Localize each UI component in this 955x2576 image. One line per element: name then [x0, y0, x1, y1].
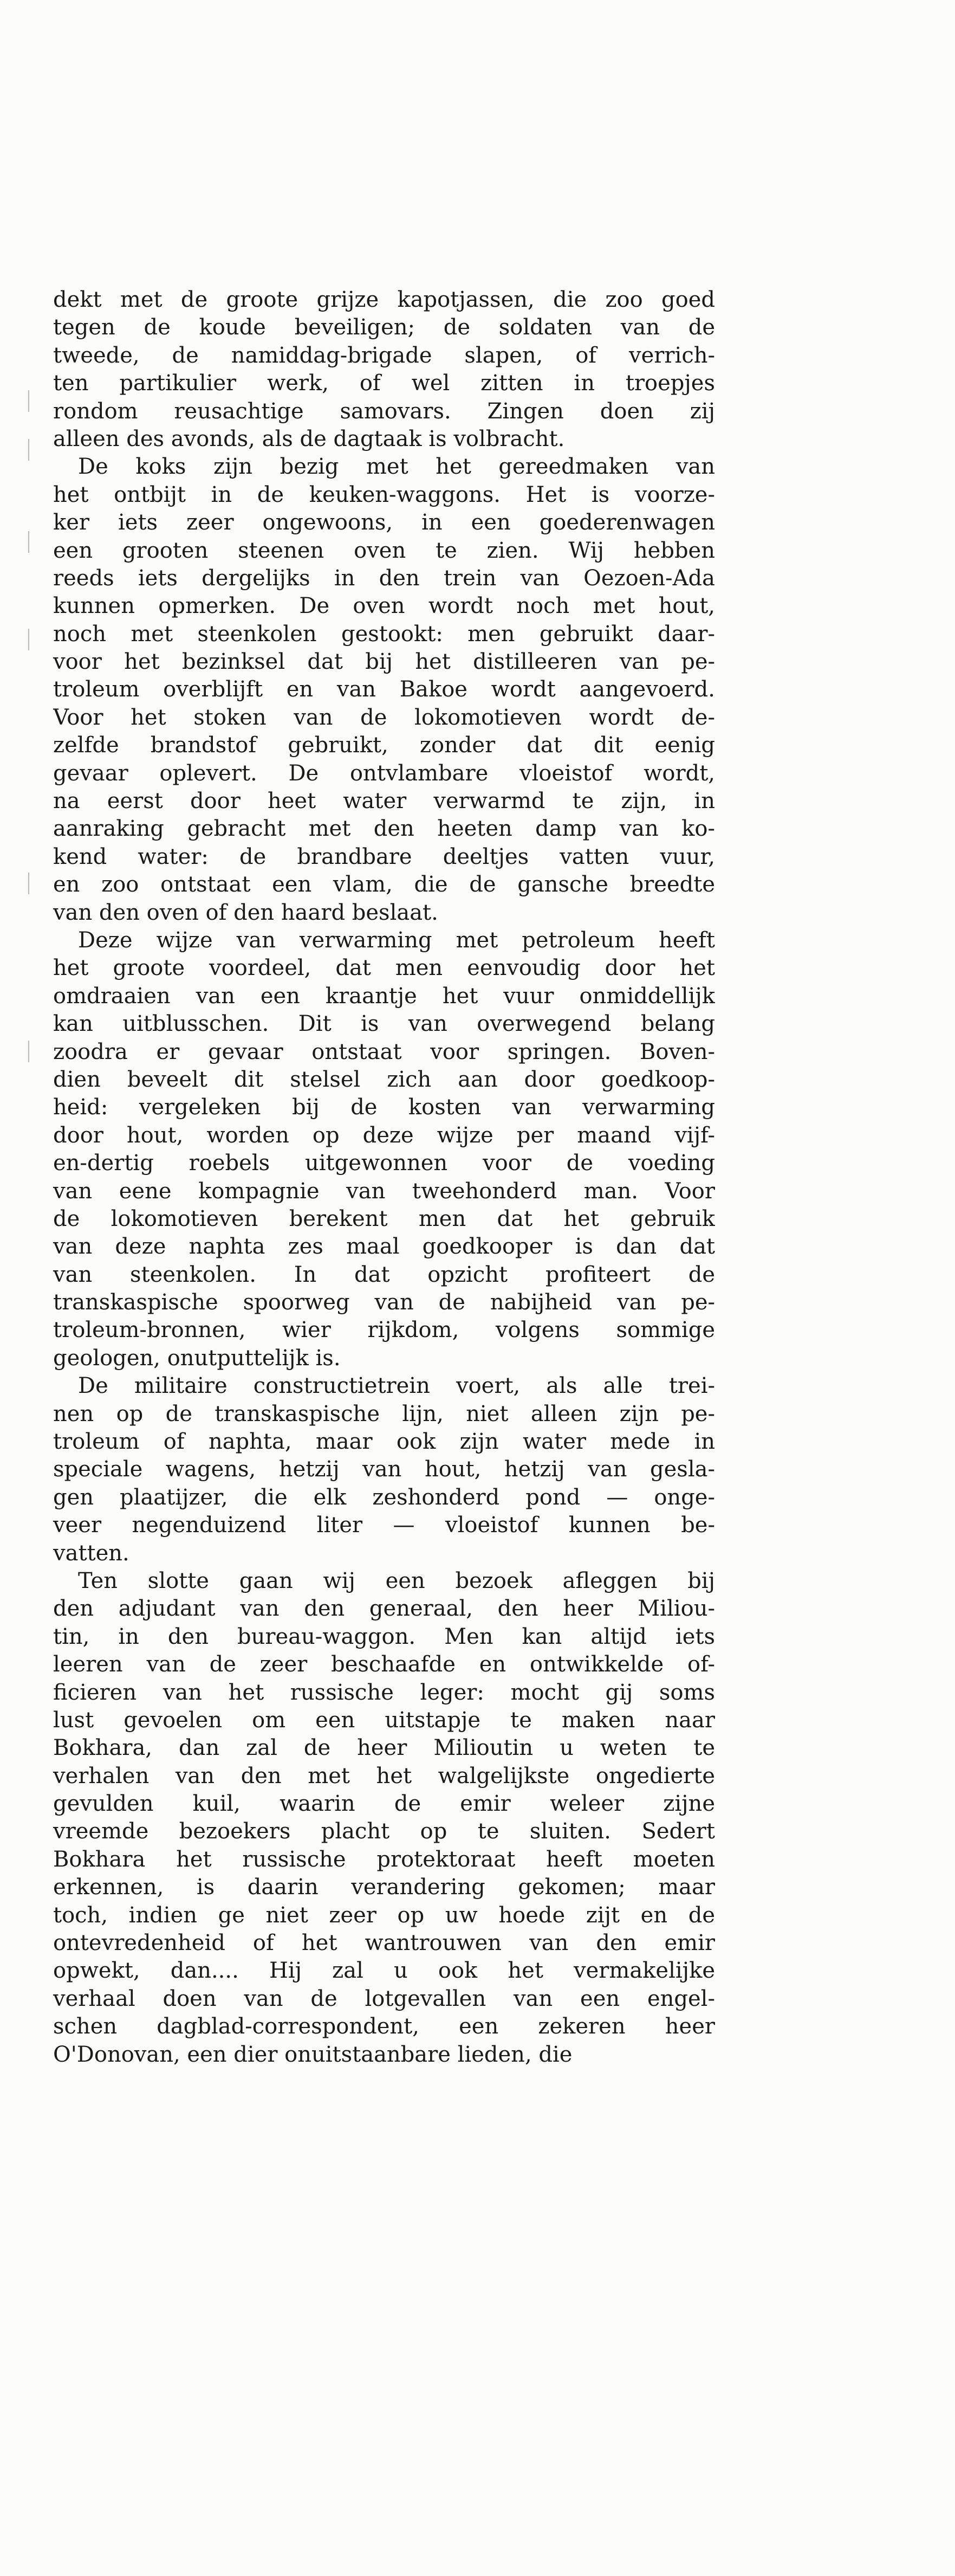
text-line: vatten. — [53, 1540, 129, 1566]
text-line: verhaal doen van de lotgevallen van een engel- — [53, 1986, 715, 2011]
text-line: gevaar oplevert. De ontvlambare vloeistof wordt, — [53, 760, 715, 786]
text-line: lust gevoelen om een uitstapje te maken naar — [53, 1707, 715, 1733]
margin-mark — [28, 531, 29, 553]
text-line: kend water: de brandbare deeltjes vatten vuur, — [53, 844, 715, 869]
text-line: troleum of naphta, maar ook zijn water mede in — [53, 1429, 715, 1455]
text-line: aanraking gebracht met den heeten damp van ko- — [53, 816, 715, 842]
text-line: leeren van de zeer beschaafde en ontwikkelde of- — [53, 1652, 715, 1677]
margin-mark — [28, 390, 29, 412]
text-line: het groote voordeel, dat men eenvoudig door het — [53, 955, 715, 981]
text-line: kunnen opmerken. De oven wordt noch met hout, — [53, 593, 715, 619]
margin-mark — [28, 439, 29, 461]
body-text — [53, 286, 715, 2069]
text-line: alleen des avonds, als de dagtaak is volbracht. — [53, 426, 565, 451]
text-line: O'Donovan, een dier onuitstaanbare lieden, die — [53, 2042, 573, 2067]
text-line: toch, indien ge niet zeer op uw hoede zijt en de — [53, 1902, 715, 1928]
text-line: nen op de transkaspische lijn, niet alleen zijn pe- — [53, 1401, 715, 1426]
text-line: zoodra er gevaar ontstaat voor springen. Boven- — [53, 1039, 715, 1064]
text-line: het ontbijt in de keuken-waggons. Het is voorze- — [53, 482, 715, 507]
text-line: reeds iets dergelijks in den trein van Oezoen-Ada — [53, 565, 715, 591]
margin-mark — [28, 1041, 29, 1062]
text-line: gen plaatijzer, die elk zeshonderd pond — onge- — [53, 1484, 715, 1510]
text-line: Deze wijze van verwarming met petroleum heeft — [78, 927, 715, 953]
text-line: na eerst door heet water verwarmd te zijn, in — [53, 789, 715, 814]
text-line: tegen de koude beveiligen; de soldaten van de — [53, 315, 715, 340]
text-line: zelfde brandstof gebruikt, zonder dat dit eenig — [53, 733, 715, 758]
text-line: door hout, worden op deze wijze per maand vijf- — [53, 1122, 715, 1148]
text-line: van deze naphta zes maal goedkooper is dan dat — [53, 1234, 715, 1260]
text-line: ten partikulier werk, of wel zitten in troepjes — [53, 371, 715, 396]
text-line: dien beveelt dit stelsel zich aan door goedkoop- — [53, 1067, 715, 1092]
text-line: Ten slotte gaan wij een bezoek afleggen bij — [78, 1568, 715, 1593]
text-line: Bokhara, dan zal de heer Milioutin u weten te — [53, 1735, 715, 1761]
text-line: vreemde bezoekers placht op te sluiten. Sedert — [53, 1819, 715, 1844]
text-line: van steenkolen. In dat opzicht profiteert de — [53, 1262, 715, 1287]
text-line: gevulden kuil, waarin de emir weleer zijne — [53, 1791, 715, 1817]
margin-mark — [28, 629, 29, 650]
text-line: den adjudant van den generaal, den heer Miliou- — [53, 1596, 715, 1622]
text-line: dekt met de groote grijze kapotjassen, die zoo goed — [53, 287, 715, 312]
text-line: de lokomotieven berekent men dat het gebruik — [53, 1206, 715, 1231]
text-line: schen dagblad-correspondent, een zekeren heer — [53, 2014, 715, 2039]
text-line: omdraaien van een kraantje het vuur onmiddellijk — [53, 983, 715, 1009]
text-line: ontevredenheid of het wantrouwen van den emir — [53, 1931, 715, 1956]
text-line: De militaire constructietrein voert, als alle trei- — [78, 1373, 715, 1399]
text-line: kan uitblusschen. Dit is van overwegend belang — [53, 1011, 715, 1037]
margin-marks — [28, 304, 31, 1225]
text-line: van den oven of den haard beslaat. — [53, 900, 438, 925]
text-line: speciale wagens, hetzij van hout, hetzij van gesla- — [53, 1457, 715, 1482]
text-line: veer negenduizend liter — vloeistof kunnen be- — [53, 1513, 715, 1538]
text-line: tin, in den bureau-waggon. Men kan altijd iets — [53, 1624, 715, 1649]
text-line: noch met steenkolen gestookt: men gebruikt daar- — [53, 621, 715, 647]
text-line: en-dertig roebels uitgewonnen voor de voeding — [53, 1151, 715, 1176]
text-line: een grooten steenen oven te zien. Wij hebben — [53, 538, 715, 563]
text-line: heid: vergeleken bij de kosten van verwarming — [53, 1095, 715, 1120]
text-line: transkaspische spoorweg van de nabijheid van pe- — [53, 1290, 715, 1315]
text-line: Bokhara het russische protektoraat heeft moeten — [53, 1847, 715, 1872]
text-line: voor het bezinksel dat bij het distilleeren van pe- — [53, 649, 715, 675]
text-line: troleum overblijft en van Bakoe wordt aangevoerd. — [53, 677, 715, 702]
text-line: rondom reusachtige samovars. Zingen doen zij — [53, 398, 715, 424]
text-line: troleum-bronnen, wier rijkdom, volgens sommige — [53, 1318, 715, 1343]
text-line: Voor het stoken van de lokomotieven wordt de- — [53, 705, 715, 730]
text-line: tweede, de namiddag-brigade slapen, of verrich- — [53, 343, 715, 368]
text-line: opwekt, dan.... Hij zal u ook het vermakelijke — [53, 1958, 715, 1984]
text-line: ficieren van het russische leger: mocht gij soms — [53, 1680, 715, 1705]
margin-mark — [28, 873, 29, 894]
text-line: De koks zijn bezig met het gereedmaken van — [78, 454, 715, 480]
text-line: geologen, onutputtelijk is. — [53, 1345, 341, 1371]
text-line: ker iets zeer ongewoons, in een goederenwagen — [53, 510, 715, 535]
text-line: erkennen, is daarin verandering gekomen; maar — [53, 1875, 715, 1900]
text-line: verhalen van den met het walgelijkste ongedierte — [53, 1763, 715, 1789]
text-line: van eene kompagnie van tweehonderd man. Voor — [53, 1178, 715, 1204]
text-line: en zoo ontstaat een vlam, die de gansche breedte — [53, 872, 715, 898]
